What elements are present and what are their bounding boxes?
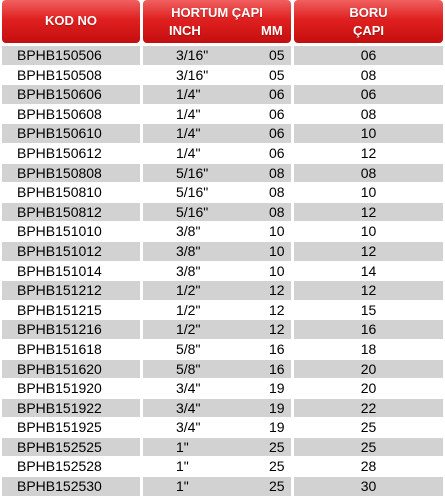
cell-boru-capi: 10: [294, 183, 443, 202]
cell-mm: 19: [235, 418, 291, 437]
table-row: [0, 124, 445, 144]
cell-kod-no: BPHB150608: [2, 105, 140, 124]
cell-inch: 1": [143, 438, 235, 457]
cell-inch: 1": [143, 477, 235, 496]
cell-inch: 3/4": [143, 418, 235, 437]
cell-inch: 5/16": [143, 203, 235, 222]
cell-mm: 06: [235, 124, 291, 143]
table-row: [0, 399, 445, 419]
cell-inch: 3/8": [143, 222, 235, 241]
table-row: [0, 320, 445, 340]
cell-inch: 1/4": [143, 85, 235, 104]
cell-mm: 12: [235, 320, 291, 339]
cell-mm: 05: [235, 66, 291, 85]
cell-boru-capi: 12: [294, 242, 443, 261]
table-row: [0, 105, 445, 125]
cell-inch: 5/8": [143, 360, 235, 379]
header-inch-label: INCH: [169, 23, 201, 38]
cell-boru-capi: 25: [294, 438, 443, 457]
cell-boru-capi: 12: [294, 144, 443, 163]
cell-boru-capi: 08: [294, 66, 443, 85]
cell-mm: 06: [235, 85, 291, 104]
cell-mm: 25: [235, 438, 291, 457]
cell-boru-capi: 20: [294, 379, 443, 398]
cell-kod-no: BPHB151215: [2, 301, 140, 320]
cell-kod-no: BPHB151922: [2, 399, 140, 418]
cell-boru-capi: 15: [294, 301, 443, 320]
cell-kod-no: BPHB152528: [2, 457, 140, 476]
cell-kod-no: BPHB151620: [2, 360, 140, 379]
table-row: [0, 222, 445, 242]
cell-kod-no: BPHB151010: [2, 222, 140, 241]
table-row: [0, 438, 445, 458]
header-hortum-capi: [143, 0, 291, 43]
cell-mm: 25: [235, 477, 291, 496]
cell-boru-capi: 25: [294, 418, 443, 437]
table-row: [0, 46, 445, 66]
cell-boru-capi: 08: [294, 105, 443, 124]
cell-inch: 3/4": [143, 399, 235, 418]
cell-inch: 3/8": [143, 262, 235, 281]
cell-mm: 05: [235, 46, 291, 65]
header-boru-capi: [294, 0, 443, 43]
cell-mm: 08: [235, 164, 291, 183]
header-kod-no: [2, 0, 140, 43]
cell-mm: 10: [235, 222, 291, 241]
cell-kod-no: BPHB151920: [2, 379, 140, 398]
table-row: [0, 360, 445, 380]
cell-kod-no: BPHB151014: [2, 262, 140, 281]
table-row: [0, 164, 445, 184]
cell-inch: 1/4": [143, 124, 235, 143]
cell-boru-capi: 28: [294, 457, 443, 476]
cell-kod-no: BPHB151925: [2, 418, 140, 437]
cell-inch: 1/2": [143, 301, 235, 320]
cell-inch: 3/4": [143, 379, 235, 398]
header-boru-label-line1: BORU: [349, 5, 388, 20]
cell-kod-no: BPHB150812: [2, 203, 140, 222]
cell-mm: 19: [235, 399, 291, 418]
cell-mm: 19: [235, 379, 291, 398]
cell-kod-no: BPHB152525: [2, 438, 140, 457]
table-row: [0, 66, 445, 86]
table-row: [0, 477, 445, 497]
cell-kod-no: BPHB151012: [2, 242, 140, 261]
table-row: [0, 183, 445, 203]
cell-inch: 3/16": [143, 46, 235, 65]
cell-mm: 08: [235, 203, 291, 222]
cell-boru-capi: 18: [294, 340, 443, 359]
cell-kod-no: BPHB151618: [2, 340, 140, 359]
cell-inch: 5/16": [143, 183, 235, 202]
header-kod-label: KOD NO: [45, 13, 97, 28]
cell-kod-no: BPHB150506: [2, 46, 140, 65]
table-row: [0, 203, 445, 223]
cell-boru-capi: 30: [294, 477, 443, 496]
cell-boru-capi: 12: [294, 281, 443, 300]
cell-boru-capi: 10: [294, 222, 443, 241]
cell-boru-capi: 10: [294, 124, 443, 143]
table-row: [0, 85, 445, 105]
table-row: [0, 281, 445, 301]
cell-kod-no: BPHB152530: [2, 477, 140, 496]
cell-inch: 1/2": [143, 281, 235, 300]
header-mm-label: MM: [261, 23, 283, 38]
table-row: [0, 418, 445, 438]
cell-boru-capi: 14: [294, 262, 443, 281]
cell-boru-capi: 06: [294, 46, 443, 65]
cell-kod-no: BPHB151212: [2, 281, 140, 300]
header-hortum-label: HORTUM ÇAPI: [171, 5, 263, 20]
cell-mm: 08: [235, 183, 291, 202]
cell-boru-capi: 08: [294, 164, 443, 183]
table-row: [0, 379, 445, 399]
cell-kod-no: BPHB150508: [2, 66, 140, 85]
cell-mm: 06: [235, 144, 291, 163]
table-row: [0, 144, 445, 164]
cell-inch: 1/4": [143, 144, 235, 163]
cell-kod-no: BPHB151216: [2, 320, 140, 339]
cell-kod-no: BPHB150606: [2, 85, 140, 104]
table-row: [0, 301, 445, 321]
cell-mm: 10: [235, 262, 291, 281]
cell-boru-capi: 16: [294, 320, 443, 339]
cell-boru-capi: 06: [294, 85, 443, 104]
cell-mm: 25: [235, 457, 291, 476]
cell-mm: 12: [235, 281, 291, 300]
cell-kod-no: BPHB150808: [2, 164, 140, 183]
cell-kod-no: BPHB150610: [2, 124, 140, 143]
table-row: [0, 242, 445, 262]
table-row: [0, 262, 445, 282]
cell-mm: 16: [235, 360, 291, 379]
cell-inch: 5/8": [143, 340, 235, 359]
cell-mm: 16: [235, 340, 291, 359]
cell-inch: 3/8": [143, 242, 235, 261]
cell-boru-capi: 22: [294, 399, 443, 418]
cell-mm: 06: [235, 105, 291, 124]
cell-mm: 10: [235, 242, 291, 261]
cell-inch: 3/16": [143, 66, 235, 85]
cell-inch: 1/2": [143, 320, 235, 339]
cell-inch: 1/4": [143, 105, 235, 124]
cell-kod-no: BPHB150810: [2, 183, 140, 202]
cell-inch: 5/16": [143, 164, 235, 183]
cell-kod-no: BPHB150612: [2, 144, 140, 163]
cell-inch: 1": [143, 457, 235, 476]
table-row: [0, 457, 445, 477]
cell-boru-capi: 12: [294, 203, 443, 222]
cell-boru-capi: 20: [294, 360, 443, 379]
table-row: [0, 340, 445, 360]
header-boru-label-line2: ÇAPI: [352, 23, 385, 38]
cell-mm: 12: [235, 301, 291, 320]
table-body: [0, 46, 445, 497]
